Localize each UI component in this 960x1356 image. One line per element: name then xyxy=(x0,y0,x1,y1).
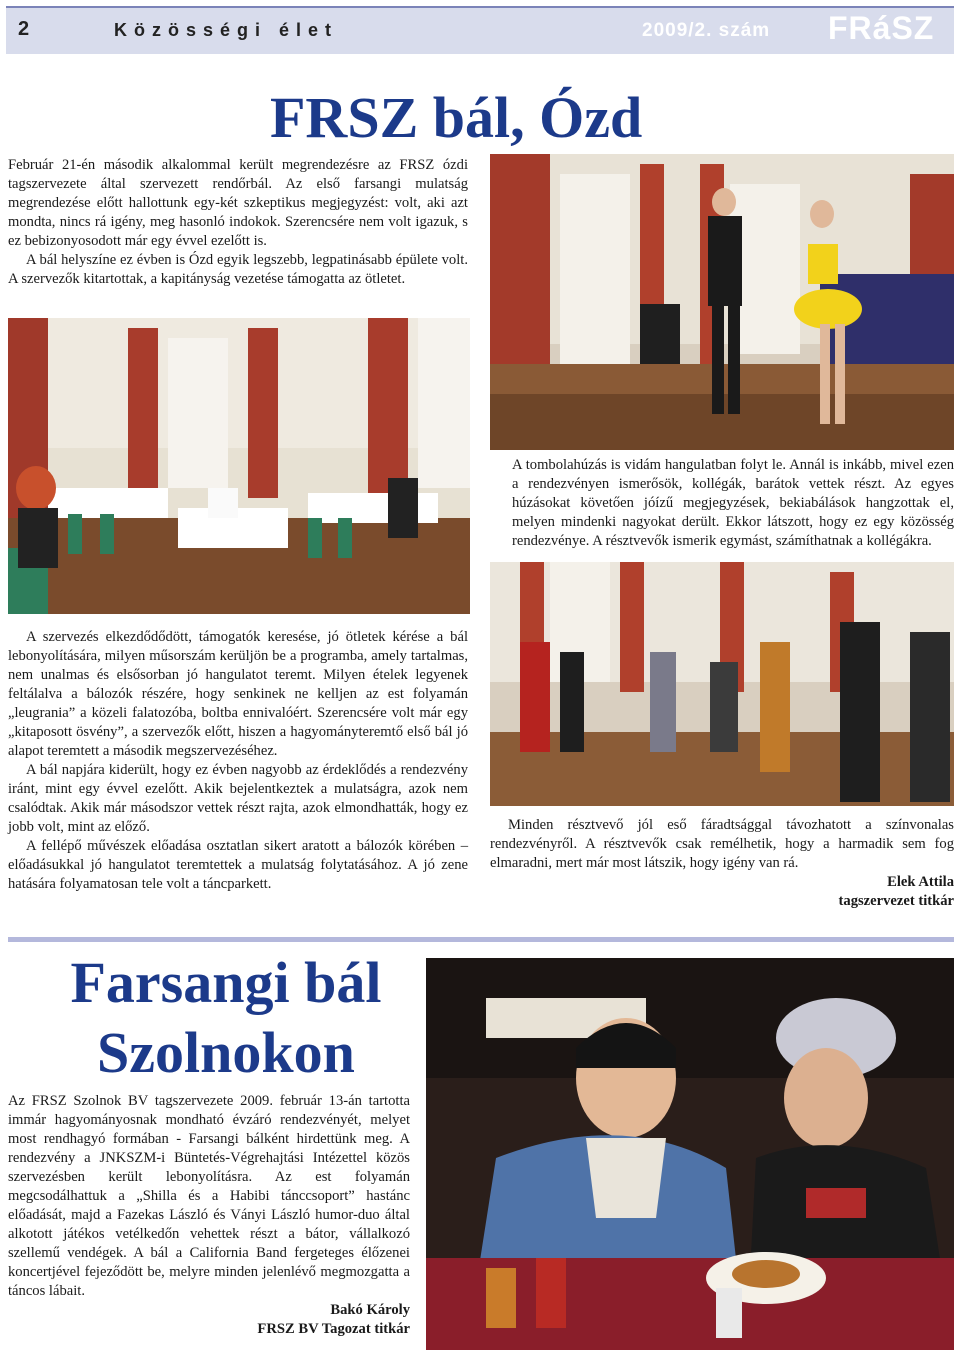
author-name: Elek Attila xyxy=(887,874,954,890)
author-role: tagszervezet titkár xyxy=(838,893,954,909)
issue-label: 2009/2. szám xyxy=(642,20,771,41)
photo-banquet-hall xyxy=(8,318,470,614)
paragraph: A bál napjára kiderült, hogy ez évben nagyobb az érdeklődés a rendezvény iránt, mint egy évvel ezelőtt. Akik bejelentkeztek a mulatságra, azok nem csalódtak. Akik már másodszor vettek részt rajta, azok elmondhatták, hogy ez jobb volt, mint az előző. xyxy=(8,762,468,835)
paragraph: Az FRSZ Szolnok BV tagszervezete 2009. február 13-án tartotta immár hagyományosnak mondható évzáró rendezvényét, melyet most rendhagyó formában - Farsangi bálként hirdettünk meg. A rendezvény a JNKSZM-i Büntetés-Végrehajtási Intézettel közös szervezésben került lebonyolításra. Az est folyamán megcsodálhattuk a „Shilla és a Habibi tánccsoport” hastánc előadását, majd a Fazekas László és Ványi László humor-duo által alkotott játékos vetélkedőn vehettek részt a bátor, vállalkozó szellemű vendégek. A bál a California Band fergeteges élőzenei koncertjével fejeződött be, melyre minden jelenlévő megmozgatta a táncos lábait. xyxy=(8,1093,410,1299)
article1-intro xyxy=(8,156,468,289)
article1-closing xyxy=(490,816,954,911)
author-role: FRSZ BV Tagozat titkár xyxy=(257,1321,410,1337)
author-name: Bakó Károly xyxy=(330,1302,410,1318)
section-title: Közösségi élet xyxy=(114,20,339,40)
paragraph: Minden résztvevő jól eső fáradtsággal távozhatott a színvonalas rendezvényről. A résztvevők csak remélhetik, hogy a harmadik sem fog elmaradni, mert már most látszik, hogy igény van rá. xyxy=(490,817,954,871)
paragraph: A tombolahúzás is vidám hangulatban folyt le. Annál is inkább, mivel ezen a rendezvényen ismerősök, kollégák, barátok vettek részt. Az egyes húzásokat követően jóízű megjegyzések, bekiabálások hangzottak el, melyen mindenki nagyokat derült. Ekkor látszott, hogy ez egy közösség rendezvénye. A résztvevők ismerik egymást, számíthatnak a kollégákra. xyxy=(512,457,954,549)
section-divider xyxy=(8,937,954,942)
photo-dancing-couple xyxy=(490,154,954,450)
article2-title-line2: Szolnokon xyxy=(97,1020,355,1085)
paragraph: A fellépő művészek előadása osztatlan sikert aratott a bálozók körében – előadásukkal jó hangulatot teremtettek a mulatság folytatásához. A jó zene hatására folyamatosan tele volt a táncparkett. xyxy=(8,838,468,892)
article1-right-paragraph xyxy=(512,456,954,551)
photo-dance-floor xyxy=(490,562,954,806)
article2-body xyxy=(8,1092,410,1339)
page-number: 2 xyxy=(18,18,30,40)
brand-logo: FRáSZ xyxy=(828,10,935,46)
article1-title: FRSZ bál, Ózd xyxy=(270,85,643,150)
article1-left-body xyxy=(8,628,468,894)
paragraph: Február 21-én második alkalommal került megrendezésre az FRSZ ózdi tagszervezete által szervezett rendőrbál. Az első farsangi mulatság megrendezése előtt hallottunk egy-két szkeptikus megjegyzést: volt, aki azt mondta, nincs rá igény, meg hasonló indokok. Szerencsére nem volt igazuk, s ez bebizonyosodott már egy évvel ezelőtt is. xyxy=(8,157,468,249)
article2-title-line1: Farsangi bál xyxy=(70,950,382,1015)
article2-title xyxy=(36,948,416,1088)
paragraph: A bál helyszíne ez évben is Ózd egyik legszebb, legpatinásabb épülete volt. A szervezők kitartottak, a kapitányság vezetése támogatta az ötletet. xyxy=(8,252,468,287)
paragraph: A szervezés elkezdődődött, támogatók keresése, jó ötletek kérése a bál lebonyolítására, milyen műsorszám kerüljön be a programba, amely tartalmas, nem unalmas és elsősorban jó hangulatot teremt. Milyen ételek legyenek feltálalva a bálozók részére, hogy senkinek ne kelljen az est folyamán „leugrania” a közeli falatozóba, boltba ennivalóért. Szerencsére volt már egy „kitaposott ösvény”, a szervezők előtt, hiszen a hagyományteremtő első bál jó alapot teremtett a második megszervezéséhez. xyxy=(8,629,468,759)
photo-costumed-guests xyxy=(426,958,954,1350)
